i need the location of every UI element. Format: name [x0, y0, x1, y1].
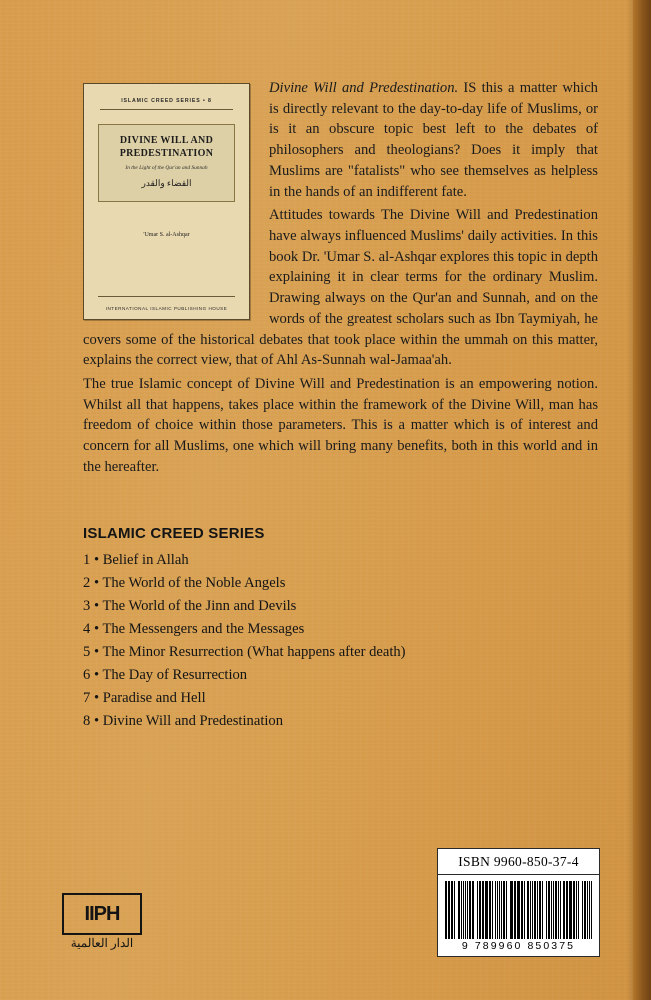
- series-heading: ISLAMIC CREED SERIES: [83, 525, 265, 542]
- list-item: 5 • The Minor Resurrection (What happens after death): [83, 644, 406, 661]
- back-cover-blurb: [83, 78, 598, 480]
- list-item: 4 • The Messengers and the Messages: [83, 621, 305, 638]
- publisher-logo: [62, 893, 142, 935]
- list-item: 7 • Paradise and Hell: [83, 690, 206, 707]
- blurb-lead-title: Divine Will and Predestination.: [269, 80, 459, 96]
- barcode: [445, 881, 592, 939]
- list-item: 8 • Divine Will and Predestination: [83, 713, 284, 730]
- blurb-paragraph-1-text: IS this a matter which is directly relevant to the day-to-day life of Muslims, or is it an obscure topic best left to the debates of philosophers and theologians? Does it imply that Muslims are "fatalists" who see themselves as helpless in the hands of an indifferent fate.: [269, 80, 598, 200]
- list-item: 3 • The World of the Jinn and Devils: [83, 598, 297, 615]
- list-item: 2 • The World of the Noble Angels: [83, 575, 286, 592]
- book-spine-edge: [633, 0, 651, 1000]
- series-list: [83, 525, 583, 733]
- cover-publisher: INTERNATIONAL ISLAMIC PUBLISHING HOUSE: [105, 306, 228, 311]
- text-wrap-spacer: [83, 78, 269, 326]
- publisher-logo-text: IIPH: [84, 902, 120, 925]
- cover-series-label: ISLAMIC CREED SERIES • 8: [121, 98, 212, 104]
- isbn-label: ISBN 9960-850-37-4: [438, 849, 599, 875]
- cover-subtitle: In the Light of the Qur'an and Sunnah: [125, 165, 208, 171]
- barcode-digits: 9 789960 850375: [461, 940, 576, 952]
- cover-author: 'Umar S. al-Ashqar: [143, 232, 190, 238]
- blurb-paragraph-3: The true Islamic concept of Divine Will and Predestination is an empowering notion. Whilst all that happens, takes place within the framework of the Divine Will, man has freedom of choice within those parameters. This is a matter which is of interest and concern for all Muslims, one which will bring many benefits, both in this world and in the hereafter.: [83, 375, 598, 475]
- isbn-block: [437, 848, 600, 957]
- cover-arabic-title: القضاء والقدر: [141, 178, 192, 188]
- publisher-logo-arabic: الدار العالمية: [70, 936, 134, 950]
- cover-title: DIVINE WILL AND PREDESTINATION: [119, 135, 214, 159]
- blurb-paragraph-2: Attitudes towards The Divine Will and Predestination have always influenced Muslims' daily activities. In this book Dr. 'Umar S. al-Ashqar explores this topic in depth explaining it in clear terms for the ordinary Muslim. Drawing always on the Qur'an and Sunnah, and on the words of the greatest scholars such as Ibn Taymiyah, he covers some of the historical debates that took place within the ummah on this matter, explains the correct view, that of Ahl As-Sunnah wal-Jamaa'ah.: [83, 207, 598, 369]
- list-item: 1 • Belief in Allah: [83, 552, 189, 568]
- list-item: 6 • The Day of Resurrection: [83, 667, 248, 684]
